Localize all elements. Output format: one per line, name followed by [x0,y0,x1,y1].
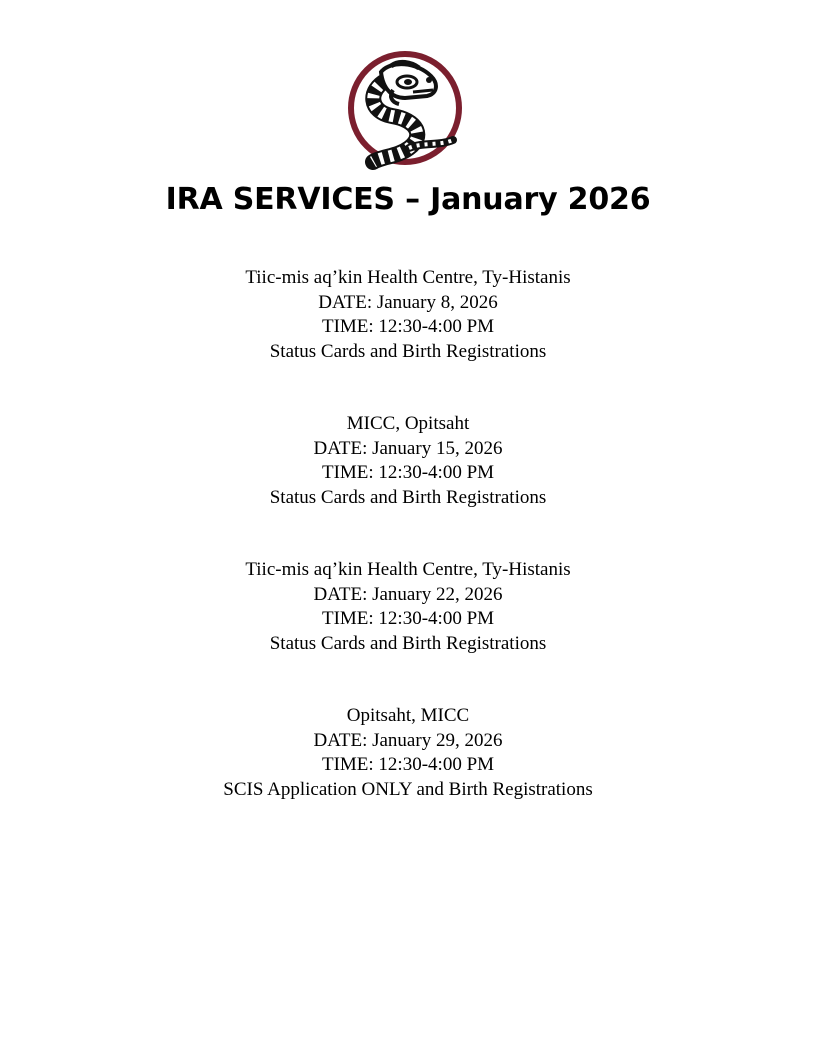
event-time: TIME: 12:30-4:00 PM [321,608,495,629]
event-date: DATE: January 15, 2026 [313,437,503,459]
event-location: MICC, Opitsaht [346,413,470,434]
event-services: Status Cards and Birth Registrations [269,632,547,654]
event-time: TIME: 12:30-4:00 PM [321,754,495,775]
event-services: Status Cards and Birth Registrations [269,486,547,508]
list-item [0,412,816,510]
event-list [0,266,816,850]
list-item [0,704,816,802]
event-location: Tiic-mis aq’kin Health Centre, Ty-Histanis [245,267,571,288]
list-item [0,266,816,364]
event-date: DATE: January 22, 2026 [313,583,503,605]
serpent-circle-logo-icon [347,50,467,172]
event-location: Tiic-mis aq’kin Health Centre, Ty-Histanis [245,559,571,580]
event-date: DATE: January 29, 2026 [313,729,503,751]
event-time: TIME: 12:30-4:00 PM [321,462,495,483]
event-date: DATE: January 8, 2026 [318,291,498,313]
page-title: IRA SERVICES – January 2026 [165,182,651,217]
list-item [0,558,816,656]
event-services: Status Cards and Birth Registrations [269,340,547,362]
event-location: Opitsaht, MICC [346,705,470,726]
event-time: TIME: 12:30-4:00 PM [321,316,495,337]
event-services: SCIS Application ONLY and Birth Registrations [223,778,593,800]
